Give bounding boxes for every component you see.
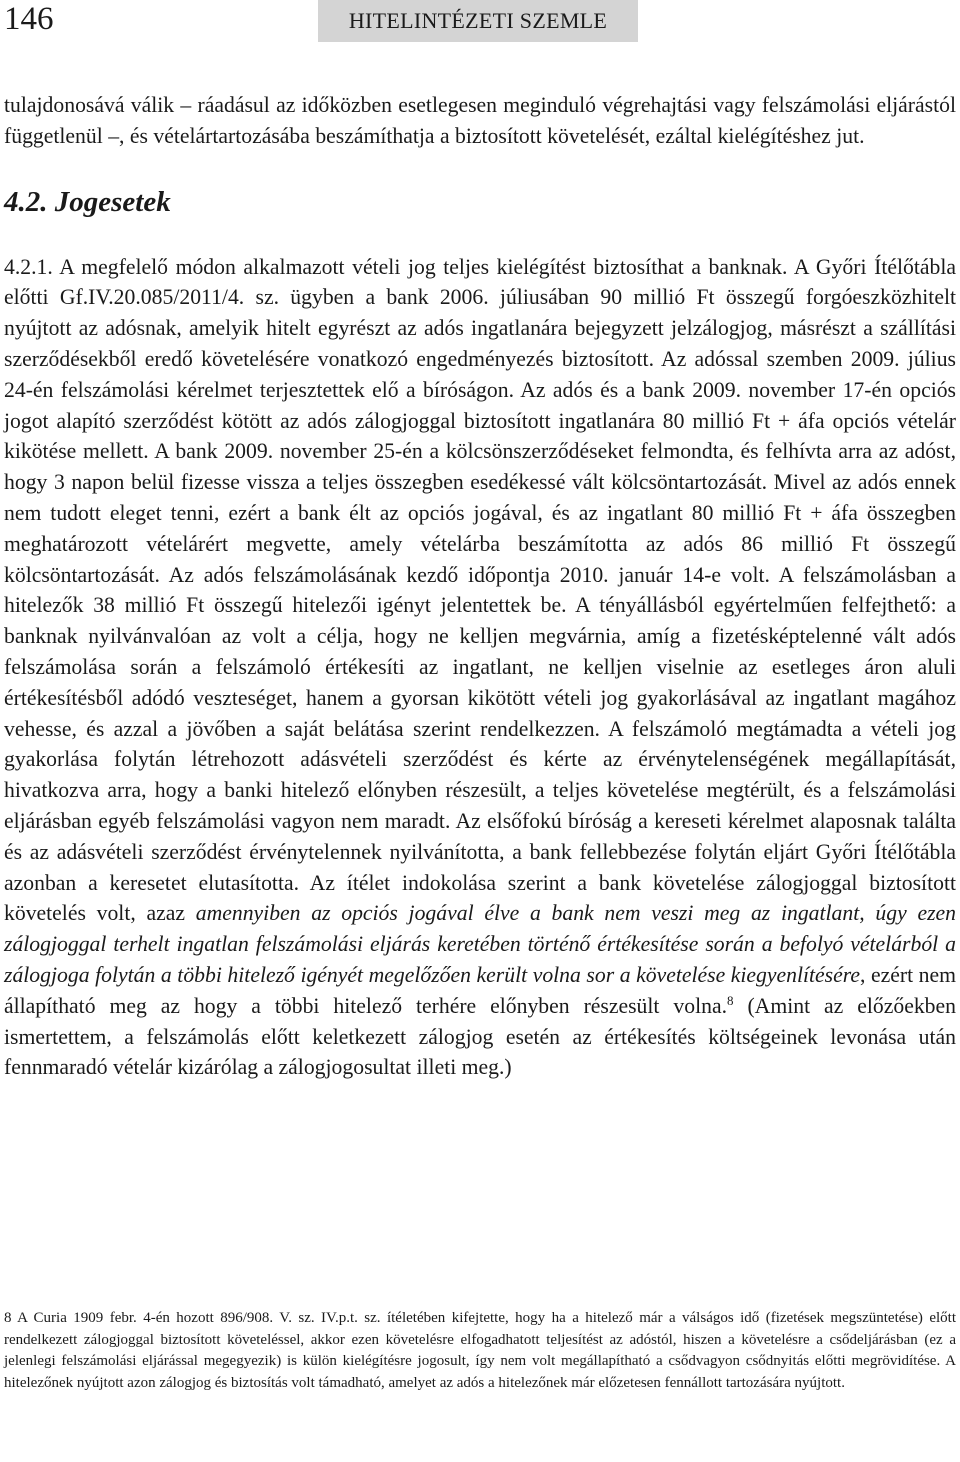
footnote — [4, 1308, 956, 1394]
page-header — [0, 0, 960, 42]
page-number: 146 — [4, 1, 54, 37]
footnote-number: 8 — [4, 1310, 12, 1326]
case-paragraph — [4, 252, 956, 1084]
intro-paragraph: tulajdonosává válik – ráadásul az időközben esetlegesen meginduló végrehajtási vagy felszámolási eljárástól függetlenül –, és vételártartozásába beszámíthatja a biztosított követelését, ezáltal kielégítéshez jut. — [4, 93, 956, 148]
case-text-part2: , ezért nem állapítható meg az hogy a többi hitelező terhére előnyben részesült volna. — [4, 962, 956, 1018]
case-text-italic: amennyiben az opciós jogával élve a bank nem veszi meg az ingatlant, úgy ezen zálogjoggal terhelt ingatlan felszámolási eljárás keretében történő értékesítése során a befolyó vételárból a zálogjoga folytán a többi hitelező igényét megelőzően került volna sor a követelése kiegyenlítésére — [4, 901, 956, 987]
footnote-text: A Curia 1909 febr. 4-én hozott 896/908. V. sz. IV.p.t. sz. ítéletében kifejtette, hogy ha a hitelező már a válságos idő (fizetések megszüntetése) előtt rendelkezett zálogjoggal biztosított követeléssel, akkor ezen követelésre elfogadhatott teljesítést az adóstól, hiszen a követelésre a csődeljárásban (ez a jelenlegi felszámolási eljárással megegyezik) is külön kielégítésre jogosult, így nem volt megállapítható a csődvagyon csődnyitás előtti megrövidítése. A hitelezőnek nyújtott azon zálogjog és biztosítás volt támadható, amelyet az adós a hitelezőnek már előzetesen fennállott tartozására nyújtott. — [4, 1310, 956, 1391]
case-text-part1: 4.2.1. A megfelelő módon alkalmazott vételi jog teljes kielégítést biztosíthat a banknak. A Győri Ítélőtábla előtti Gf.IV.20.085/2011/4. sz. ügyben a bank 2006. júliusában 90 millió Ft összegű forgóeszközhitelt nyújtott az adósnak, amelyik hitelt egyrészt az adós ingatlanára bejegyzett jelzálogjog, másrészt a szállítási szerződésekből eredő követelésére vonatkozó engedményezés biztosított. Az adóssal szemben 2009. július 24-én felszámolási kérelmet terjesztettek elő a bíróságon. Az adós és a bank 2009. november 17-én opciós jogot alapító szerződést kötött az adós zálogjoggal biztosított ingatlanára 80 millió Ft + áfa opciós vételár kikötése mellett. A bank 2009. november 25-én a kölcsönszerződéseket felmondta, és felhívta arra az adóst, hogy 3 napon belül fizesse vissza a teljes összegben esedékessé vált kölcsöntartozását. Mivel az adós ennek nem tudott eleget tenni, ezért a bank élt az opciós jogával, és az ingatlant 80 millió Ft + áfa összegben meghatározott vételárért megvette, amely vételárba beszámította az adós 86 millió Ft összegű kölcsöntartozását. Az adós felszámolásának kezdő időpontja 2010. január 14-e volt. A felszámolásban a hitelezők 38 millió Ft összegű hitelezői igényt jelentettek be. A tényállásból egyértelműen felfejthető: a banknak nyilvánvalóan az volt a célja, hogy ne kelljen megvárnia, amíg a fizetésképtelenné vált adós felszámolása során a felszámoló értékesíti az ingatlant, ne kelljen viselnie az esetleges áron aluli értékesítésből adódó veszteséget, hanem a gyorsan kikötött vételi jog gyakorlásával az ingatlant magához vehesse, és azzal a jövőben a saját belátása szerint rendelkezzen. A felszámoló megtámadta a vételi jog gyakorlása folytán létrehozott adásvételi szerződést és kérte az érvénytelenségének megállapítását, hivatkozva arra, hogy a banki hitelező előnyben részesült, a teljes követelése megtérült, és a felszámolási eljárásban egyéb felszámolási vagyon nem maradt. Az elsőfokú bíróság a kereseti kérelmet alaposnak találta és az adásvételi szerződést érvénytelennek nyilvánította, a bank fellebbezése folytán eljárt Győri Ítélőtábla azonban a keresetet elutasította. Az ítélet indokolása szerint a bank követelése zálogjoggal biztosított követelés volt, azaz — [4, 254, 956, 926]
footnote-reference[interactable]: 8 — [727, 992, 734, 1008]
section-heading: 4.2. Jogesetek — [4, 185, 171, 218]
main-content — [4, 90, 956, 1083]
journal-title: HITELINTÉZETI SZEMLE — [318, 0, 638, 42]
case-text-part3: (Amint az előzőekben ismertettem, a felszámolás előtt keletkezett zálogjog esetén az értékesítés költségeinek levonása után fennmaradó vételár kizárólag a zálogjogosultat illeti meg.) — [4, 993, 956, 1080]
